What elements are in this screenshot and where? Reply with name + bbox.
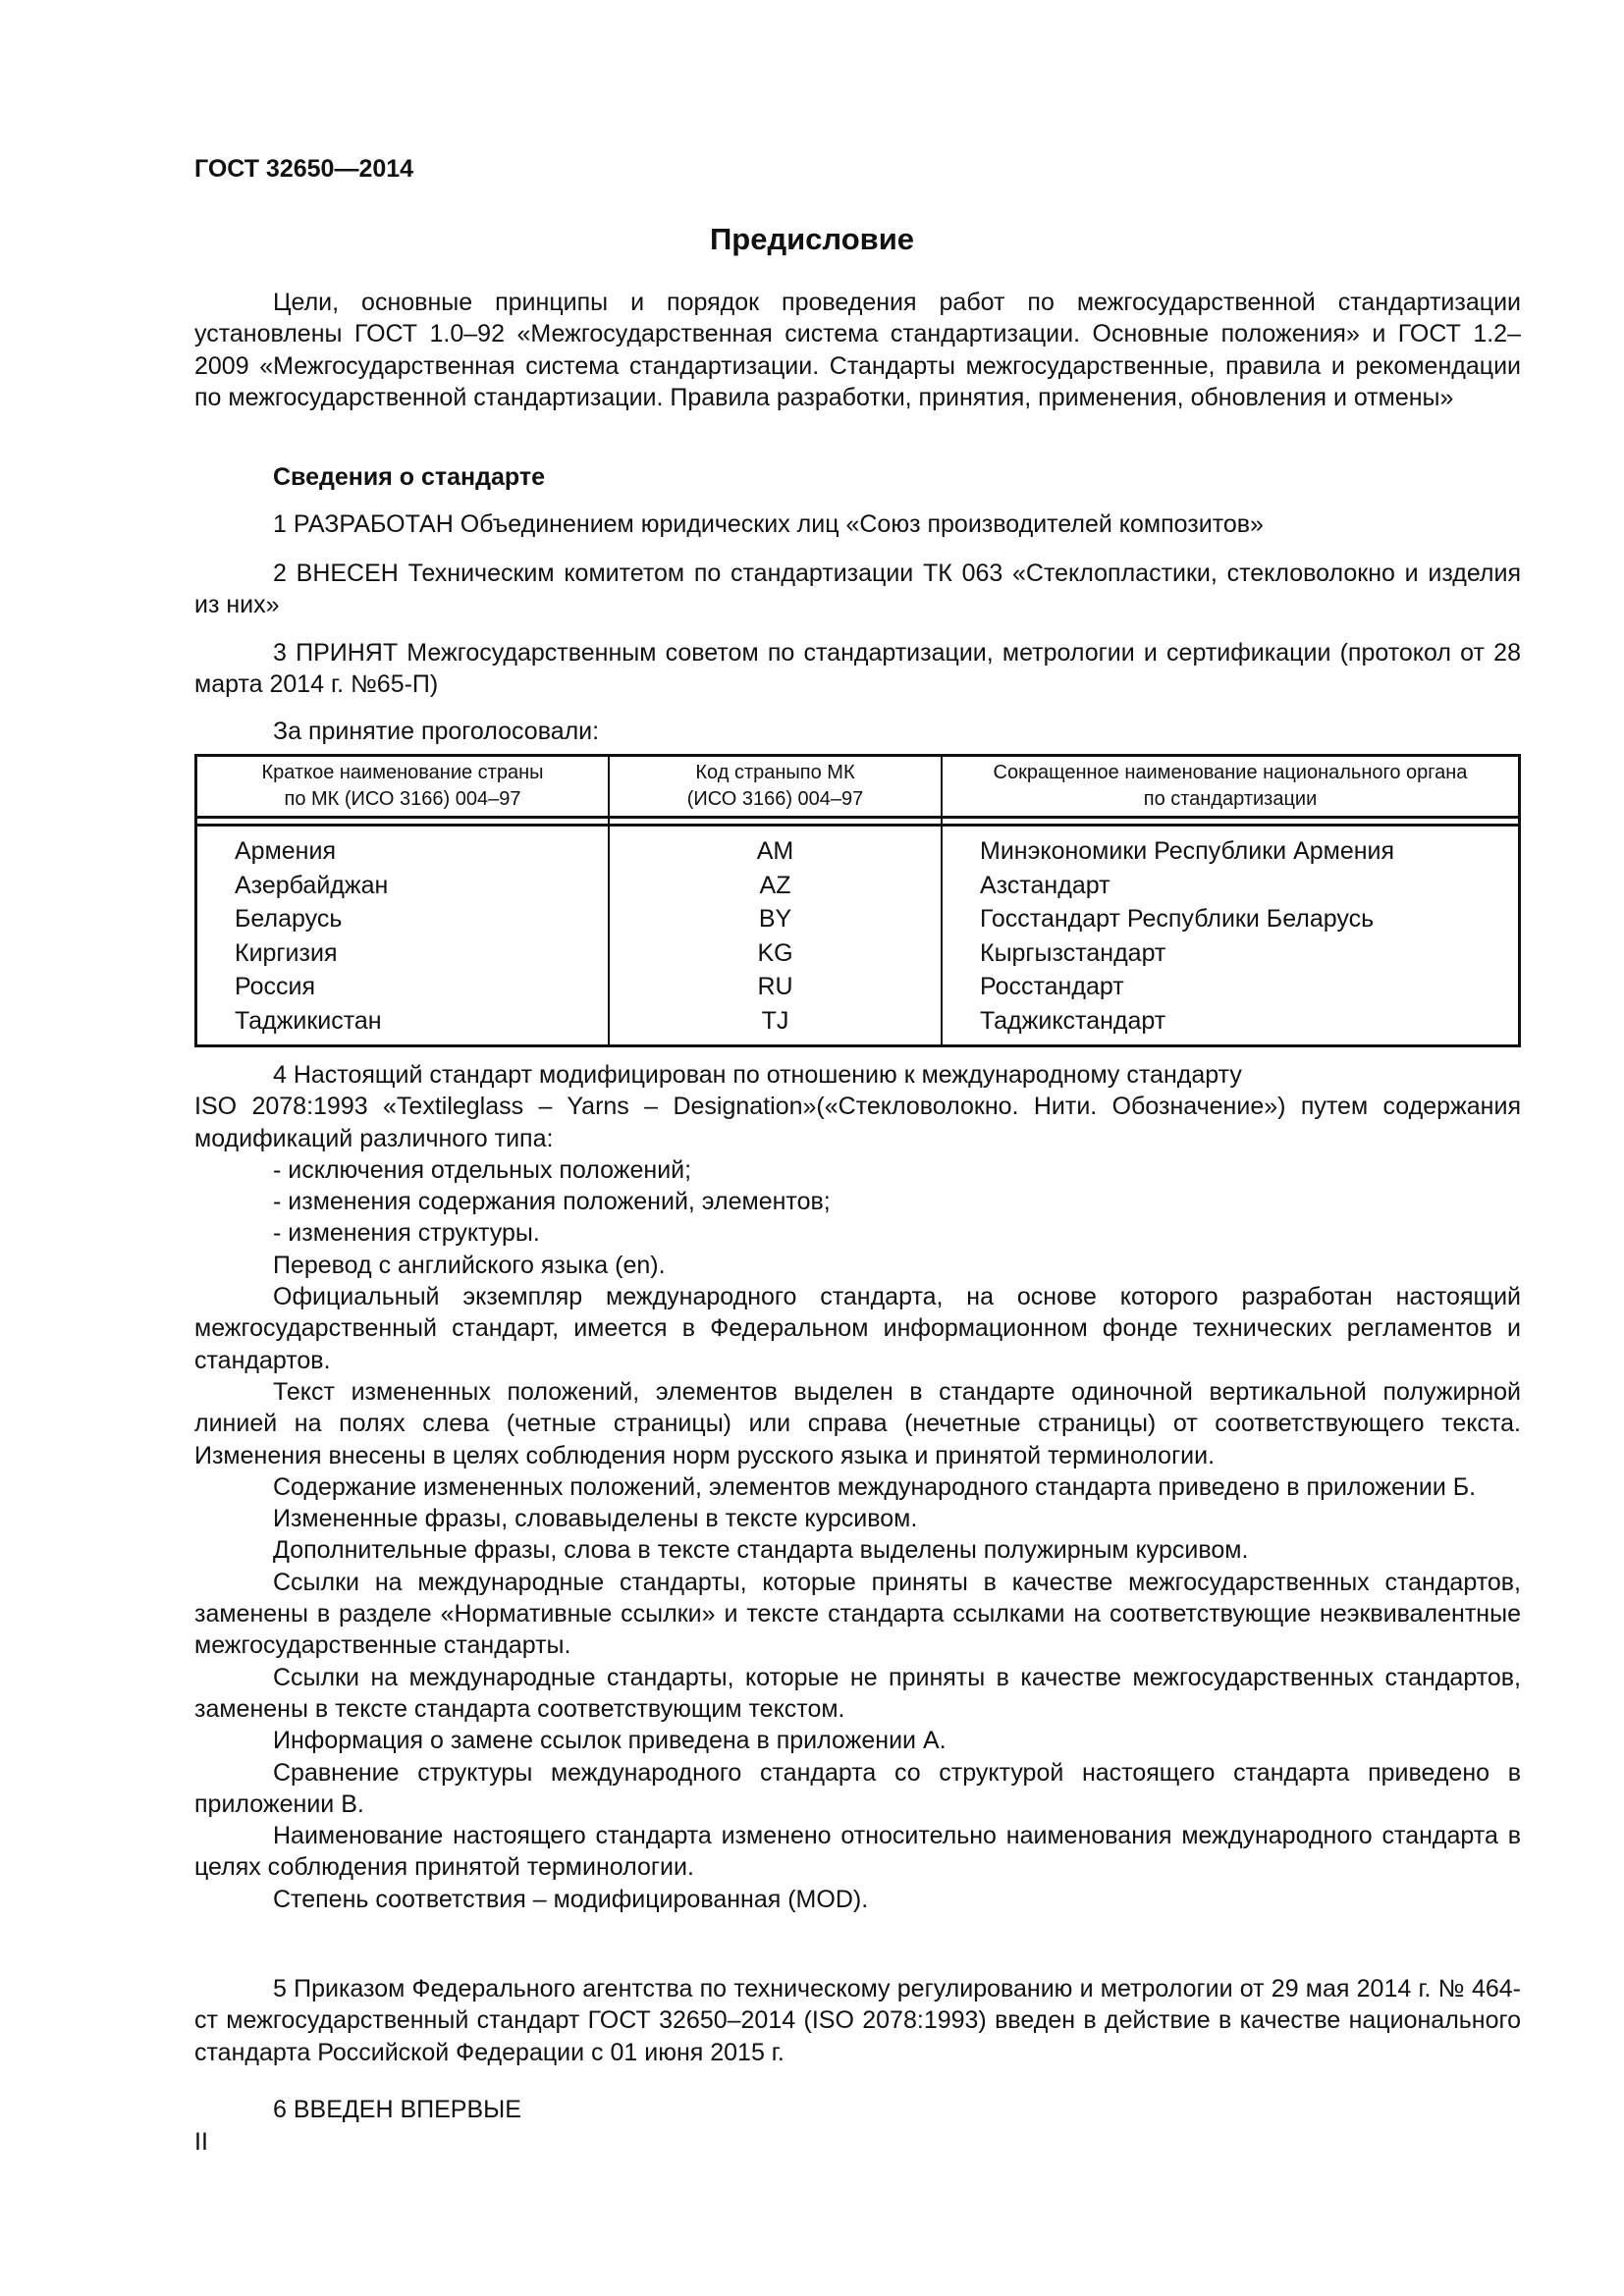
header-line: Код страныпо МК — [695, 762, 855, 783]
body-cell: Росстандарт — [942, 970, 1520, 1004]
voted-label: За принятие проголосовали: — [273, 718, 600, 745]
page-number: II — [194, 2128, 208, 2156]
body-cell: Минэкономики Республики Армения — [942, 826, 1520, 869]
body-cell: Кыргызстандарт — [942, 936, 1520, 971]
header-separator — [196, 818, 1520, 826]
item-5: 5 Приказом Федерального агентства по техническому регулированию и метрологии от 29 мая 2014 г. № 464-ст межгосударственный стандарт ГОСТ 32650–2014 (ISO 2078:1993) введен в действие в качестве национального стандарта Российской Федерации с 01 июня 2015 г. — [194, 1975, 1521, 2066]
paragraph: Ссылки на международные стандарты, которые приняты в качестве межгосударственных стандартов, заменены в разделе «Нормативные ссылки» и тексте стандарта ссылками на соответствующие неэквивалентные межгосударственные стандарты. — [194, 1568, 1521, 1660]
paragraph: Сравнение структуры международного стандарта со структурой настоящего стандарта приведено в приложении В. — [194, 1758, 1521, 1818]
header-code — [609, 756, 942, 818]
item-2: 2 ВНЕСЕН Техническим комитетом по стандартизации ТК 063 «Стеклопластики, стекловолокно и изделия из них» — [194, 560, 1521, 619]
paragraph: Текст измененных положений, элементов выделен в стандарте одиночной вертикальной полужирной линией на полях слева (четные страницы) или справа (нечетные страницы) от соответствующего текста. Изменения внесены в целях соблюдения норм русского языка и принятой терминологии. — [194, 1377, 1521, 1469]
country-cell: Киргизия — [196, 936, 610, 971]
item-4 — [194, 1059, 1521, 1915]
paragraph: Дополнительные фразы, слова в тексте стандарта выделены полужирным курсивом. — [273, 1536, 1249, 1565]
paragraph: Степень соответствия – модифицированная (MOD). — [273, 1885, 869, 1913]
info-heading: Сведения о стандарте — [273, 463, 546, 491]
header-line: по стандартизации — [1143, 788, 1318, 810]
page-title: Предисловие — [709, 222, 914, 256]
paragraph: Перевод с английского языка (en). — [273, 1251, 666, 1279]
paragraph: Содержание измененных положений, элементов международного стандарта приведено в приложении Б. — [273, 1472, 1477, 1501]
code-cell: BY — [609, 902, 942, 936]
code-cell: AM — [609, 826, 942, 869]
document-code: ГОСТ 32650—2014 — [194, 155, 414, 183]
header-country — [196, 756, 610, 818]
code-cell: AZ — [609, 869, 942, 903]
table-row — [196, 936, 1520, 971]
item-6: 6 ВВЕДЕН ВПЕРВЫЕ — [273, 2096, 521, 2123]
item-4-line2: ISO 2078:1993 «Textileglass – Yarns – Designation»(«Стекловолокно. Нити. Обозначение») путем содержания модификаций различного типа: — [194, 1093, 1521, 1152]
bullet: - изменения содержания положений, элементов; — [273, 1188, 831, 1216]
header-line: Краткое наименование страны — [261, 762, 544, 783]
table-row — [196, 902, 1520, 936]
body-cell: Госстандарт Республики Беларусь — [942, 902, 1520, 936]
country-cell: Россия — [196, 970, 610, 1004]
paragraph: Официальный экземпляр международного стандарта, на основе которого разработан настоящий межгосударственный стандарт, имеется в Федеральном информационном фонде технических регламентов и стандартов. — [194, 1283, 1521, 1374]
code-cell: KG — [609, 936, 942, 971]
header-body — [942, 756, 1520, 818]
paragraph: Информация о замене ссылок приведена в приложении А. — [273, 1727, 947, 1755]
country-cell: Азербайджан — [196, 869, 610, 903]
body-cell: Таджикстандарт — [942, 1004, 1520, 1045]
item-4-line1: 4 Настоящий стандарт модифицирован по отношению к международному стандарту — [273, 1061, 1242, 1089]
table-row — [196, 869, 1520, 903]
bullet: - изменения структуры. — [273, 1219, 540, 1248]
body-cell: Азстандарт — [942, 869, 1520, 903]
paragraph: Ссылки на международные стандарты, которые не приняты в качестве межгосударственных стандартов, заменены в тексте стандарта соответствующим текстом. — [194, 1663, 1521, 1723]
header-line: (ИСО 3166) 004–97 — [686, 788, 864, 810]
item-3: 3 ПРИНЯТ Межгосударственным советом по стандартизации, метрологии и сертификации (протокол от 28 марта 2014 г. №65-П) — [194, 639, 1521, 699]
table-row — [196, 1004, 1520, 1045]
table-row — [196, 970, 1520, 1004]
country-cell: Беларусь — [196, 902, 610, 936]
intro-paragraph: Цели, основные принципы и порядок проведения работ по межгосударственной стандартизации установлены ГОСТ 1.0–92 «Межгосударственная система стандартизации. Основные положения» и ГОСТ 1.2–2009 «Межгосударственная система стандартизации. Стандарты межгосударственные, правила и рекомендации по межгосударственной стандартизации. Правила разработки, принятия, применения, обновления и отмены» — [194, 289, 1521, 411]
country-cell: Армения — [196, 826, 610, 869]
bullet: - исключения отдельных положений; — [273, 1155, 692, 1184]
country-cell: Таджикистан — [196, 1004, 610, 1045]
item-1: 1 РАЗРАБОТАН Объединением юридических лиц «Союз производителей композитов» — [273, 510, 1264, 538]
header-line: по МК (ИСО 3166) 004–97 — [284, 788, 521, 810]
voting-table — [194, 754, 1521, 1047]
paragraph: Наименование настоящего стандарта изменено относительно наименования международного стандарта в целях соблюдения принятой терминологии. — [194, 1822, 1521, 1882]
header-line: Сокращенное наименование национального органа — [993, 762, 1468, 783]
table-row — [196, 826, 1520, 869]
paragraph: Измененные фразы, словавыделены в тексте курсивом. — [273, 1505, 918, 1533]
code-cell: RU — [609, 970, 942, 1004]
code-cell: TJ — [609, 1004, 942, 1045]
